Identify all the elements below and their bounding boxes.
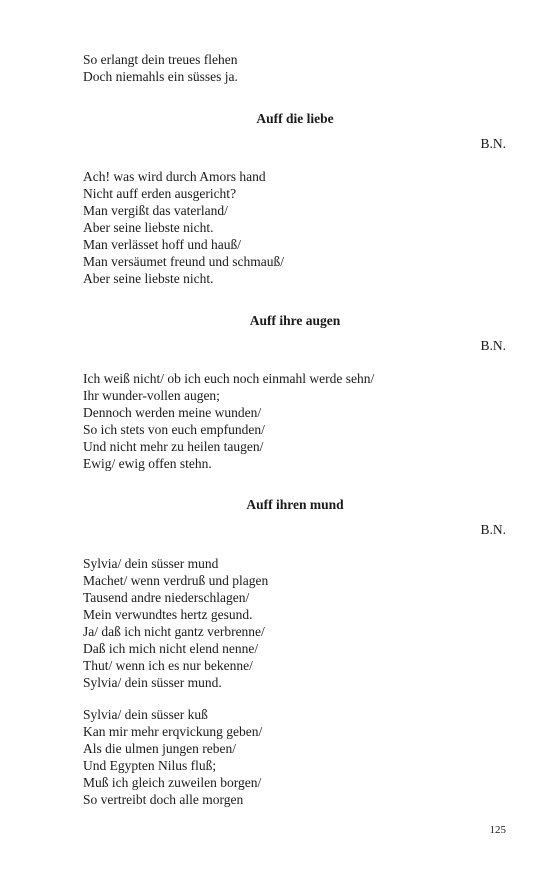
verse-line: So ich stets von euch empfunden/	[83, 422, 265, 437]
poem-title: Auff ihre augen	[249, 313, 341, 328]
verse-line: Sylvia/ dein süsser kuß	[83, 707, 208, 722]
verse-line: Man vergißt das vaterland/	[83, 203, 228, 218]
verse-line: Tausend andre niederschlagen/	[83, 590, 250, 605]
verse-line: Thut/ wenn ich es nur bekenne/	[83, 658, 253, 673]
verse-line: Nicht auff erden ausgericht?	[83, 186, 237, 201]
page-number: 125	[489, 824, 506, 836]
verse-line: Dennoch werden meine wunden/	[83, 405, 262, 420]
verse-line: Mein verwundtes hertz gesund.	[83, 607, 253, 622]
verse-line: Und nicht mehr zu heilen taugen/	[83, 439, 264, 454]
verse-line: Sylvia/ dein süsser mund.	[83, 675, 222, 690]
verse-line: Ewig/ ewig offen stehn.	[83, 456, 212, 471]
verse-line: Man verlässet hoff und hauß/	[83, 237, 241, 252]
verse-line: Ihr wunder-vollen augen;	[83, 388, 220, 403]
verse-line: Ja/ daß ich nicht gantz verbrenne/	[83, 624, 265, 639]
verse-line: Man versäumet freund und schmauß/	[83, 254, 284, 269]
poem-author: B.N.	[480, 522, 506, 537]
verse-line: Ach! was wird durch Amors hand	[83, 169, 266, 184]
verse-line: Machet/ wenn verdruß und plagen	[83, 573, 269, 588]
verse-line: Aber seine liebste nicht.	[83, 220, 214, 235]
verse-line: Muß ich gleich zuweilen borgen/	[83, 775, 262, 790]
verse-line: Kan mir mehr erqvickung geben/	[83, 724, 263, 739]
verse-line: Sylvia/ dein süsser mund	[83, 556, 219, 571]
verse-line: Aber seine liebste nicht.	[83, 271, 214, 286]
verse-line: Ich weiß nicht/ ob ich euch noch einmahl werde sehn/	[83, 371, 375, 386]
poem-author: B.N.	[480, 338, 506, 353]
verse-line: Und Egypten Nilus fluß;	[83, 758, 217, 773]
poem-author: B.N.	[480, 136, 506, 151]
verse-line: Als die ulmen jungen reben/	[83, 741, 236, 756]
verse-line: Daß ich mich nicht elend nenne/	[83, 641, 259, 656]
verse-line: So vertreibt doch alle morgen	[83, 792, 244, 807]
poem-title: Auff ihren mund	[246, 497, 344, 512]
verse-line: Doch niemahls ein süsses ja.	[83, 69, 238, 84]
poem-title: Auff die liebe	[256, 111, 334, 126]
verse-line: So erlangt dein treues flehen	[83, 52, 238, 67]
